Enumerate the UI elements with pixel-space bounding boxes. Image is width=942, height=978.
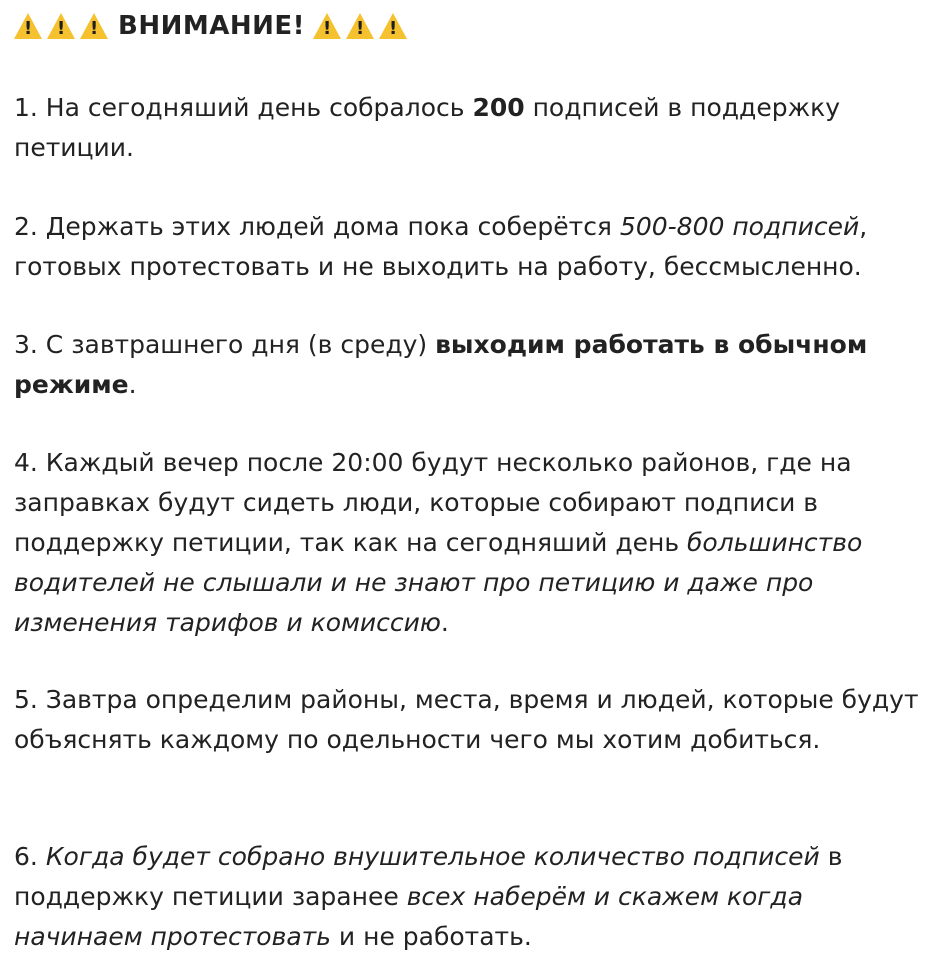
paragraph-1 [14, 88, 924, 168]
paragraph-3 [14, 325, 924, 405]
paragraph-4 [14, 443, 924, 643]
bold-text: выходим работать в обычном режиме [14, 330, 868, 399]
paragraph-text: . [440, 608, 449, 637]
paragraph-5 [14, 680, 924, 760]
warning-icon [14, 13, 42, 39]
paragraph-6 [14, 837, 924, 957]
warning-icon [313, 13, 341, 39]
paragraph-text: 5. Завтра определим районы, места, время и людей, которые будут объяснять каждому по одельности чего мы хотим добиться. [14, 685, 919, 754]
paragraph-2 [14, 207, 924, 287]
emphasis-text: 500-800 подписей [619, 212, 860, 241]
paragraph-text: . [128, 370, 137, 399]
paragraph-text: 3. С завтрашнего дня (в среду) [14, 330, 436, 359]
warning-icon [379, 13, 407, 39]
announcement-title: ВНИМАНИЕ! [118, 11, 305, 41]
emphasis-text: большинство водителей не слышали и не знают про петицию и даже про изменения тарифов и комиссию [14, 528, 863, 637]
paragraph-text: в поддержку петиции заранее [14, 842, 843, 911]
paragraph-text: подписей в поддержку петиции. [14, 93, 840, 162]
emphasis-text: всех наберём и скажем когда начинаем протестовать [14, 882, 804, 951]
signature-count: 200 [472, 93, 525, 122]
emphasis-text: Когда будет собрано внушительное количество подписей [45, 842, 820, 871]
paragraph-text: 1. На сегодняший день собралось [14, 93, 473, 122]
paragraph-text: и не работать. [330, 922, 532, 951]
announcement-header [14, 8, 412, 44]
warning-icon [47, 13, 75, 39]
paragraph-text: 4. Каждый вечер после 20:00 будут несколько районов, где на заправках будут сидеть люди, которые собирают подписи в поддержку петиции, так как на сегодняший день [14, 448, 852, 557]
warning-icon [346, 13, 374, 39]
warning-icon [80, 13, 108, 39]
paragraph-text: 6. [14, 842, 46, 871]
paragraph-text: 2. Держать этих людей дома пока соберётся [14, 212, 620, 241]
paragraph-text: , готовых протестовать и не выходить на работу, бессмысленно. [14, 212, 868, 281]
